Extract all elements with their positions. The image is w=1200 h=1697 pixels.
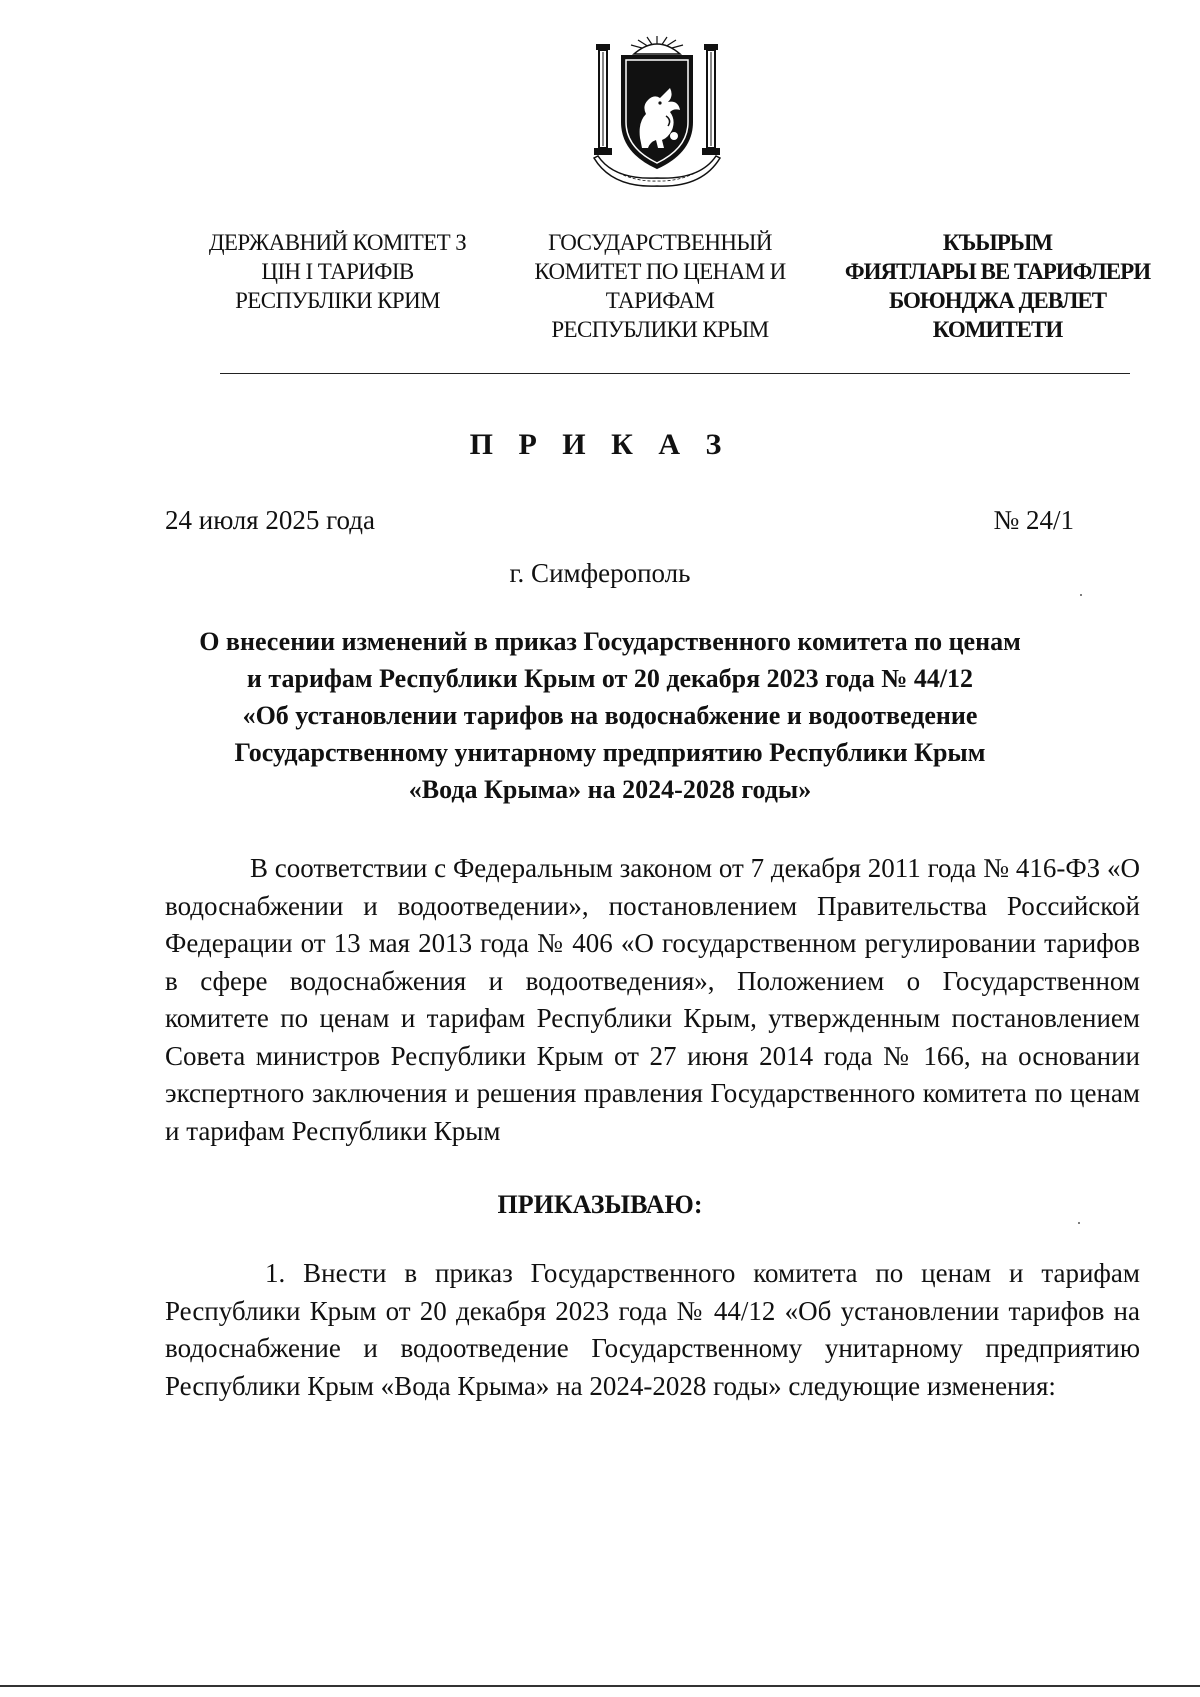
letterhead-ukrainian (185, 228, 490, 315)
order-heading: ПРИКАЗЫВАЮ: (497, 1190, 703, 1219)
document-title (180, 623, 1040, 808)
letterhead-ukrainian-line: РЕСПУБЛІКИ КРИМ (235, 288, 440, 313)
letterhead-russian-line: РЕСПУБЛИКИ КРЫМ (551, 317, 769, 342)
letterhead-crimean-tatar-line: БОЮНДЖА ДЕВЛЕТ (888, 288, 1107, 313)
document-number: № 24/1 (993, 505, 1074, 535)
letterhead-russian-line: ТАРИФАМ (605, 288, 715, 313)
order-item-1: 1. Внести в приказ Государственного комитета по ценам и тарифам Республики Крым от 20 декабря 2023 года № 44/12 «Об установлении тарифов на водоснабжение и водоотведение Государственному унитарному предприятию Республики Крым «Вода Крыма» на 2024-2028 годы» следующие изменения: (165, 1258, 1140, 1401)
document-title-line: и тарифам Республики Крым от 20 декабря 2023 года № 44/12 (246, 664, 974, 693)
letterhead-crimean-tatar-line: ФИЯТЛАРЫ ВЕ ТАРИФЛЕРИ (844, 259, 1151, 284)
letterhead-ukrainian-line: ДЕРЖАВНИЙ КОМІТЕТ З (208, 230, 467, 255)
scan-speck (1078, 1222, 1080, 1224)
letterhead-russian-line: ГОСУДАРСТВЕННЫЙ (548, 230, 772, 255)
preamble-paragraph: В соответствии с Федеральным законом от 7 декабря 2011 года № 416-ФЗ «О водоснабжении и водоотведении», постановлением Правительства Российской Федерации от 13 мая 2013 года № 406 «О государственном регулировании тарифов в сфере водоснабжения и водоотведения», Положением о Государственном комитете по ценам и тарифам Республики Крым, утвержденным постановлением Совета министров Республики Крым от 27 июня 2014 года № 166, на основании экспертного заключения и решения правления Государственного комитета по ценам и тарифам Республики Крым (165, 853, 1140, 1146)
document-title-line: «Об установлении тарифов на водоснабжение и водоотведение (242, 701, 978, 730)
scan-speck (1080, 594, 1082, 596)
letterhead (0, 228, 1200, 348)
letterhead-crimean-tatar-line: КОМИТЕТИ (932, 317, 1063, 342)
letterhead-russian-line: КОМИТЕТ ПО ЦЕНАМ И (534, 259, 786, 284)
header-divider (220, 373, 1130, 374)
page-bottom-edge (0, 1685, 1200, 1687)
document-title-line: Государственному унитарному предприятию Республики Крым (234, 738, 986, 767)
document-title-line: «Вода Крыма» на 2024-2028 годы» (408, 775, 812, 804)
letterhead-crimean-tatar (825, 228, 1170, 344)
letterhead-ukrainian-line: ЦІН І ТАРИФІВ (261, 259, 414, 284)
document-city: г. Симферополь (509, 558, 691, 588)
coat-of-arms-emblem (582, 30, 732, 190)
document-date: 24 июля 2025 года (165, 505, 375, 535)
document-type: П Р И К А З (469, 428, 731, 461)
letterhead-russian (510, 228, 810, 344)
document-title-line: О внесении изменений в приказ Государственного комитета по ценам (199, 627, 1021, 656)
coat-of-arms-icon (582, 30, 732, 190)
letterhead-crimean-tatar-line: КЪЫРЫМ (942, 230, 1053, 255)
